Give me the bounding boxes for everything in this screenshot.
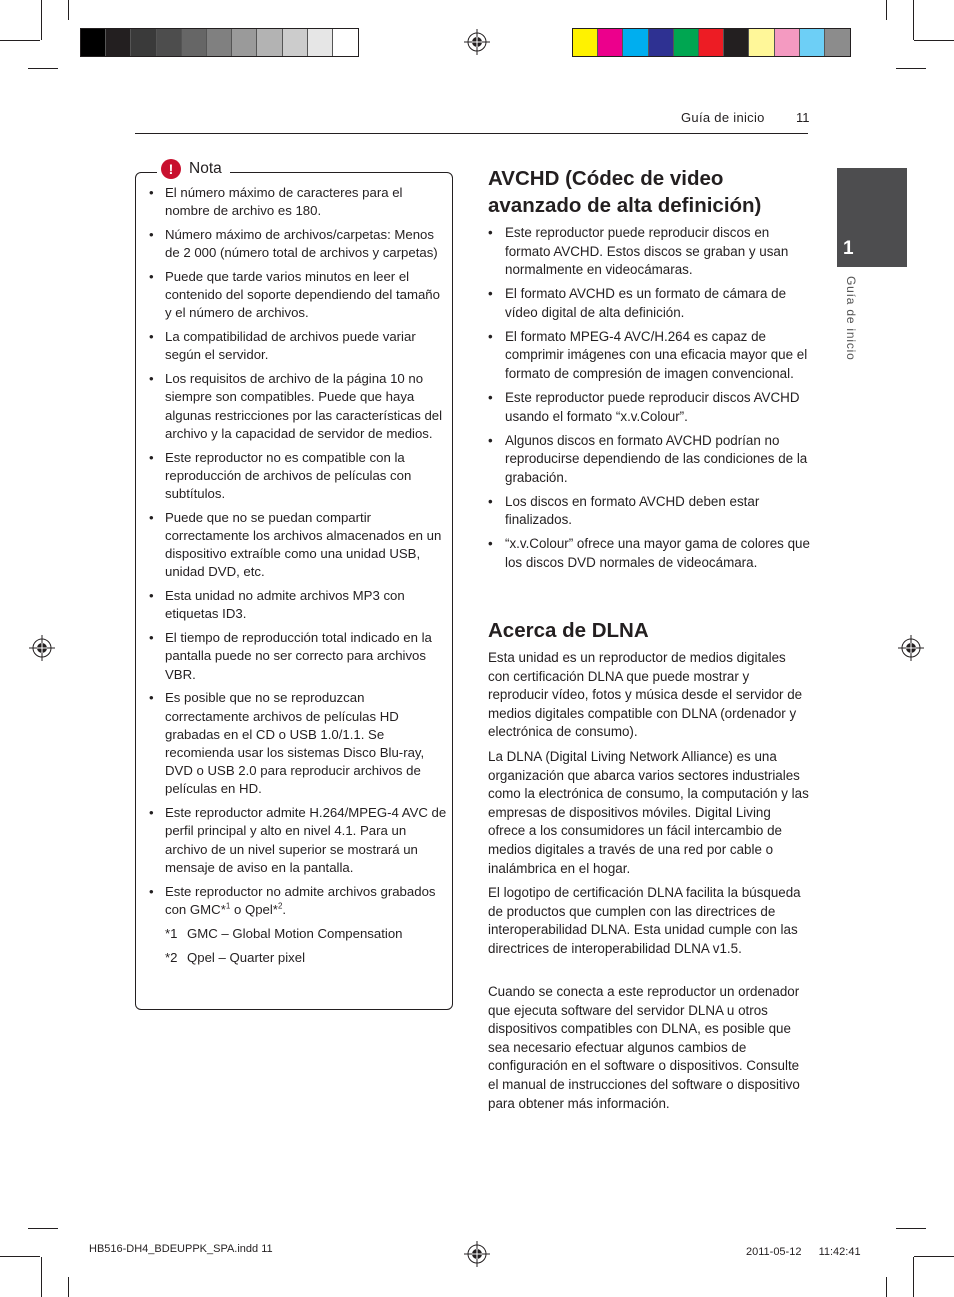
note-item: • El tiempo de reproducción total indicado en la pantalla puede no ser correcto para archivos VBR. (149, 630, 432, 682)
color-swatch (749, 29, 774, 56)
note-item: • Este reproductor admite H.264/MPEG-4 AVC de perfil principal y alto en nivel 4.1. Para un archivo de un nivel superior se mostrará un mensaje de aviso en la pantalla. (149, 805, 447, 875)
color-swatch (182, 29, 207, 56)
header-rule (135, 133, 808, 134)
color-swatch (699, 29, 724, 56)
crop-mark (28, 68, 58, 69)
color-swatch (775, 29, 800, 56)
note-title: Nota (189, 160, 222, 177)
footnote: *1 GMC – Global Motion Compensation (165, 925, 403, 941)
bullet: • (149, 805, 154, 821)
bullet: • (149, 371, 154, 387)
avchd-item: • El formato MPEG-4 AVC/H.264 es capaz de comprimir imágenes con una eficacia mayor que el formato de compresión de imagen convencional. (488, 328, 808, 381)
avchd-list (488, 224, 810, 578)
crop-mark (41, 1257, 42, 1297)
bullet: • (149, 227, 154, 242)
note-item: • La compatibilidad de archivos puede variar según el servidor. (149, 329, 416, 363)
color-swatch (674, 29, 699, 56)
registration-mark-icon (898, 635, 924, 661)
crop-mark (28, 1228, 58, 1229)
note-item: • Es posible que no se reproduzcan correctamente archivos de películas HD grabadas en el CD o USB 1.0/1.1. Se recomienda usar los sistemas Disco Blu-ray, DVD o USB 2.0 para reproducir archivos de películas en HD. (149, 690, 425, 797)
crop-mark (68, 0, 69, 20)
bullet: • (149, 329, 154, 345)
color-swatch (598, 29, 623, 56)
crop-mark (886, 1277, 887, 1297)
avchd-item: • Algunos discos en formato AVCHD podrían no reproducirse dependiendo de las condiciones de la grabación. (488, 432, 808, 485)
color-swatch (81, 29, 106, 56)
file-slug: HB516-DH4_BDEUPPK_SPA.indd 11 (89, 1243, 273, 1255)
color-swatch (724, 29, 749, 56)
bullet: • (149, 185, 154, 200)
color-swatch (800, 29, 825, 56)
crop-mark (914, 1256, 954, 1257)
registration-mark-icon (29, 635, 55, 661)
bullet: • (149, 509, 154, 525)
crop-mark (913, 1257, 914, 1297)
dlna-paragraph: Esta unidad es un reproductor de medios digitales con certificación DLNA que puede mostrar y reproducir vídeo, fotos y música desde el servidor de medios digitales compatible con DLNA (ordenador y electrónica de consumo). (488, 650, 803, 740)
bullet: • (149, 690, 154, 706)
color-swatch (106, 29, 131, 56)
note-item: • Esta unidad no admite archivos MP3 con etiquetas ID3. (149, 588, 405, 622)
crop-mark (886, 0, 887, 20)
bullet: • (149, 883, 154, 899)
registration-mark-icon (464, 29, 490, 55)
color-swatch (308, 29, 333, 56)
crop-mark (913, 0, 914, 40)
color-swatch (207, 29, 232, 56)
color-calibration-bar (572, 28, 851, 57)
note-item: • Puede que no se puedan compartir correctamente los archivos almacenados en un dispositivo extraíble como una unidad USB, unidad DVD, etc. (149, 509, 442, 580)
avchd-item: • “x.v.Colour” ofrece una mayor gama de colores que los discos DVD normales de videocámara. (488, 536, 810, 570)
color-swatch (232, 29, 257, 56)
page-number: 11 (796, 110, 810, 125)
crop-mark (896, 68, 926, 69)
bullet: • (149, 449, 154, 465)
note-item: • El número máximo de caracteres para el nombre de archivo es 180. (149, 185, 403, 219)
chapter-label: Guía de inicio (844, 276, 858, 361)
avchd-heading: AVCHD (Códec de video avanzado de alta definición) (488, 167, 762, 217)
dlna-paragraph: Cuando se conecta a este reproductor un ordenador que ejecuta software del servidor DLNA u otros dispositivos compatibles con DLNA, es posible que sea necesario efectuar algunos cambios de configuración en el software o dispositivos. Consulte el manual de instrucciones del software o dispositivo para obtener más información. (488, 984, 800, 1111)
crop-mark (0, 1256, 40, 1257)
running-head: Guía de inicio (681, 110, 765, 125)
grayscale-calibration-bar (80, 28, 359, 57)
avchd-item: • Este reproductor puede reproducir discos AVCHD usando el formato “x.v.Colour”. (488, 389, 800, 424)
chapter-number: 1 (843, 238, 854, 259)
color-swatch (573, 29, 598, 56)
note-header (157, 159, 230, 179)
bullet: • (149, 588, 154, 604)
registration-mark-icon (464, 1241, 490, 1267)
note-item: • Puede que tarde varios minutos en leer el contenido del soporte dependiendo del tamaño y el número de archivos. (149, 269, 440, 321)
note-item: • Este reproductor no admite archivos grabados con GMC*$^1$ o Qpel*$^2$. (149, 883, 436, 917)
dlna-paragraph: El logotipo de certificación DLNA facilita la búsqueda de productos que cumplen con las directrices de interoperabilidad DLNA. Esta unidad cumple con las directrices de interoperabilidad DLNA v1.5. (488, 885, 801, 956)
dlna-heading: Acerca de DLNA (488, 619, 649, 642)
note-item: • Los requisitos de archivo de la página 10 no siempre son compatibles. Puede que haya algunas restricciones por las características del archivo y la capacidad de servidor de medios. (149, 371, 443, 441)
note-item: • Número máximo de archivos/carpetas: Menos de 2 000 (número total de archivos y carpetas) (149, 227, 438, 261)
color-swatch (825, 29, 850, 56)
crop-mark (41, 0, 42, 40)
note-item: • Este reproductor no es compatible con la reproducción de archivos de películas con subtítulos. (149, 449, 412, 502)
note-list (147, 184, 447, 973)
crop-mark (0, 40, 40, 41)
bullet: • (149, 630, 154, 646)
crop-mark (914, 40, 954, 41)
crop-mark (896, 1228, 926, 1229)
avchd-item: • El formato AVCHD es un formato de cámara de vídeo digital de alta definición. (488, 286, 787, 320)
crop-mark (68, 1277, 69, 1297)
color-swatch (649, 29, 674, 56)
color-swatch (333, 29, 358, 56)
bullet: • (149, 269, 154, 284)
color-swatch (157, 29, 182, 56)
exclamation-icon: ! (161, 159, 181, 179)
color-swatch (283, 29, 308, 56)
footnote: *2 Qpel – Quarter pixel (165, 949, 306, 965)
color-swatch (131, 29, 156, 56)
avchd-item: • Este reproductor puede reproducir discos en formato AVCHD. Estos discos se graban y usan normalmente en videocámaras. (488, 225, 789, 278)
avchd-item: • Los discos en formato AVCHD deben estar finalizados. (488, 493, 760, 528)
dlna-paragraph: La DLNA (Digital Living Network Alliance) es una organización que abarca varios sectores industriales como la electrónica de consumo, la computación y las empresas de dispositivos móviles. Digital Living ofrece a los consumidores un fácil intercambio de medios digitales a través de una red por cable o inalámbrica en el hogar. (488, 749, 809, 876)
color-swatch (257, 29, 282, 56)
timestamp-slug: 2011-05-12 11:42:41 (746, 1246, 861, 1258)
color-swatch (623, 29, 648, 56)
